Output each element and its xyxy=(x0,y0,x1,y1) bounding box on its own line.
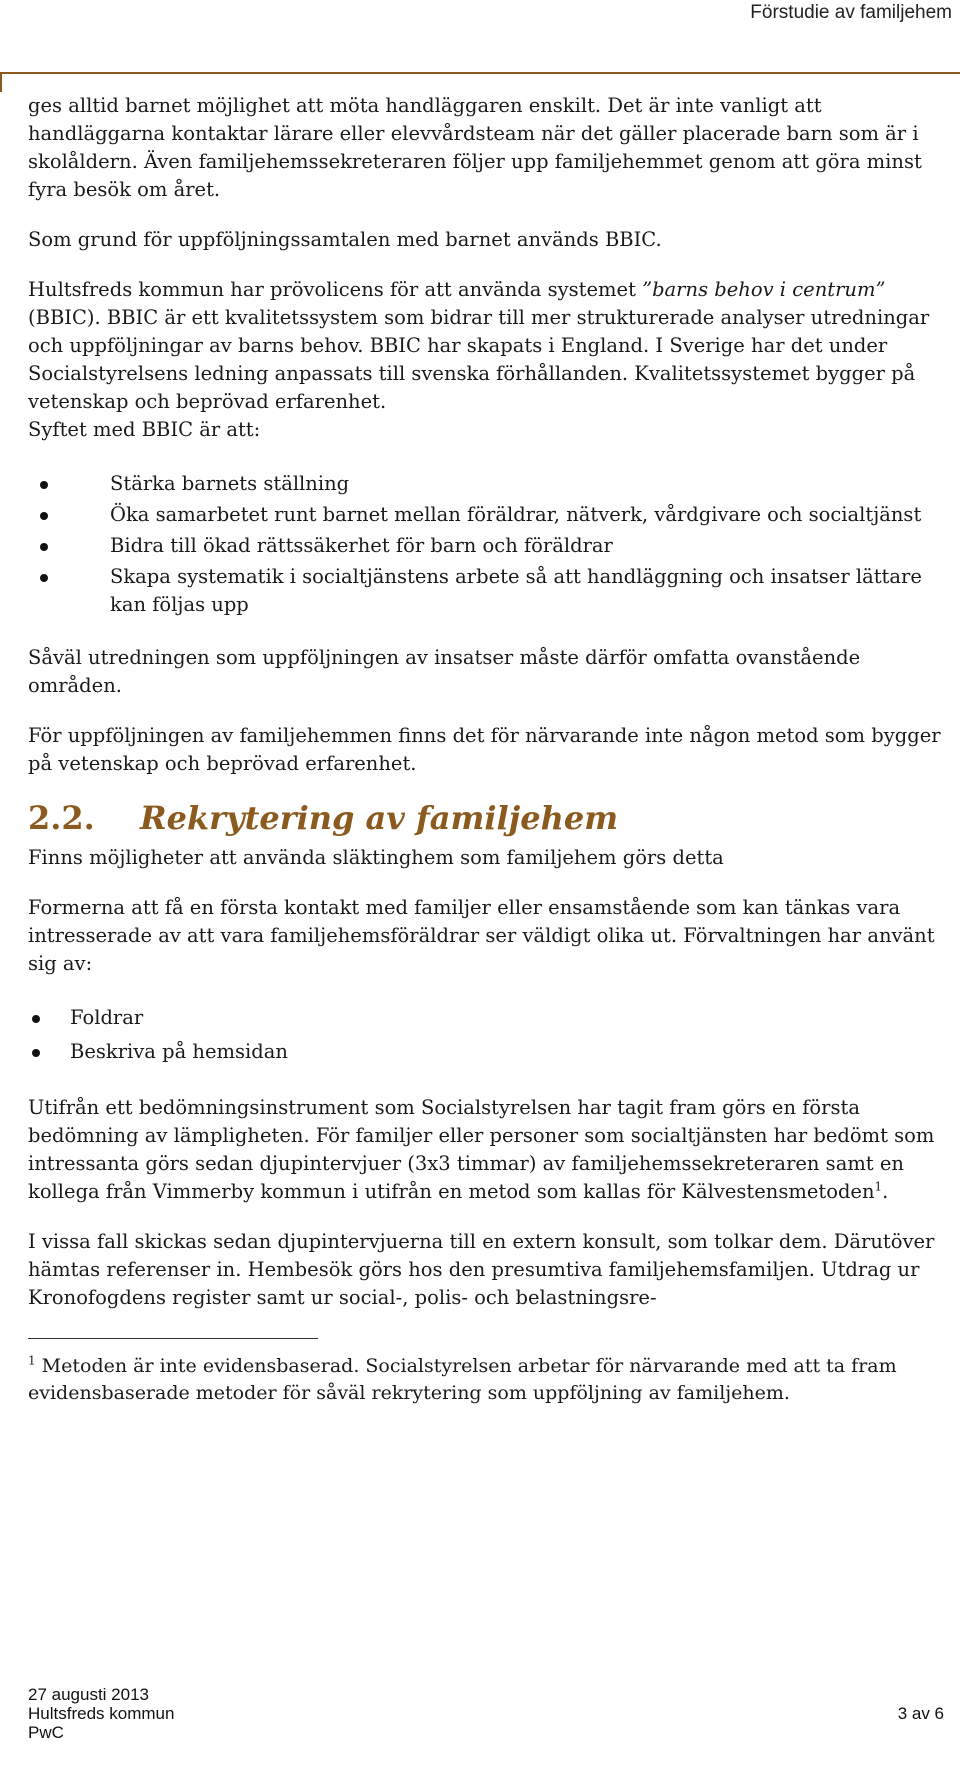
assessment-text: Utifrån ett bedömningsinstrument som Socialstyrelsen har tagit fram görs en första bedömning av lämpligheten. För familjer eller personer som socialtjänsten har bedömt som intressanta görs sedan djupintervjuer (3x3 timmar) av familjehemssekreteraren samt en kollega från Vimmerby kommun i utifrån en metod som kallas för Kälvestensmetoden xyxy=(28,1096,935,1203)
bbic-intro-start: Hultsfreds kommun har prövolicens för att använda systemet xyxy=(28,278,643,301)
list-item: Skapa systematik i socialtjänstens arbete så att handläggning och insatser lättare kan följas upp xyxy=(28,563,948,619)
running-header-title: Förstudie av familjehem xyxy=(750,2,952,23)
paragraph-forms: Formerna att få en första kontakt med familjer eller ensamstående som kan tänkas vara intresserade av att vara familjehemsföräldrar ser väldigt olika ut. Förvaltningen har använt sig av: xyxy=(28,896,935,975)
list-item: Beskriva på hemsidan xyxy=(28,1038,948,1066)
footer-organization: Hultsfreds kommun xyxy=(28,1704,175,1723)
assessment-period: . xyxy=(882,1180,889,1203)
footnote-marker: 1 xyxy=(28,1353,36,1368)
footer-firm: PwC xyxy=(28,1723,64,1742)
paragraph-assessment xyxy=(28,1094,948,1206)
paragraph-purpose: Syftet med BBIC är att: xyxy=(28,418,261,441)
paragraph-no-method: För uppföljningen av familjehemmen finns det för närvarande inte någon metod som bygger på vetenskap och beprövad erfarenhet. xyxy=(28,724,941,775)
list-item: Foldrar xyxy=(28,1004,948,1032)
list-item: Öka samarbetet runt barnet mellan föräldrar, nätverk, vårdgivare och socialtjänst xyxy=(28,501,948,529)
page-content xyxy=(28,92,948,1407)
footer-date: 27 augusti 2013 xyxy=(28,1685,149,1704)
recruitment-methods-list xyxy=(28,1004,948,1066)
bbic-intro-end: (BBIC). BBIC är ett kvalitetssystem som bidrar till mer strukturerade analyser utredningar och uppföljningar av barns behov. BBIC har skapats i England. I Sverige har det under Socialstyrelsens ledning anpassats till svenska förhållanden. Kvalitetssystemet bygger på vetenskap och beprövad erfarenhet. xyxy=(28,306,930,413)
list-item: Bidra till ökad rättssäkerhet för barn och föräldrar xyxy=(28,532,948,560)
paragraph-scope: Såväl utredningen som uppföljningen av insatser måste därför omfatta ovanstående områden. xyxy=(28,646,861,697)
paragraph-bbic-intro xyxy=(28,276,948,416)
header-rule xyxy=(0,72,960,74)
paragraph-interviews: I vissa fall skickas sedan djupintervjuerna till en extern konsult, som tolkar dem. Därutöver hämtas referenser in. Hembesök görs hos den presumtiva familjehemsfamiljen. Utdrag ur Kronofogdens register samt ur social-, polis- och belastningsre- xyxy=(28,1230,935,1309)
footnote-separator xyxy=(28,1338,318,1339)
footnote-text: Metoden är inte evidensbaserad. Socialstyrelsen arbetar för närvarande med att ta fram evidensbaserade metoder för såväl rekrytering som uppföljning av familjehem. xyxy=(28,1355,897,1404)
footnote-reference[interactable]: 1 xyxy=(874,1179,883,1194)
list-item: Stärka barnets ställning xyxy=(28,470,948,498)
section-heading xyxy=(28,798,948,838)
section-number: 2.2. xyxy=(28,799,95,837)
page-footer xyxy=(28,1685,944,1742)
paragraph-continuation: ges alltid barnet möjlighet att möta handläggaren enskilt. Det är inte vanligt att handläggarna kontaktar lärare eller elevvårdsteam när det gäller placerade barn som är i skolåldern. Även familjehemssekreteraren följer upp familjehemmet genom att göra minst fyra besök om året. xyxy=(28,94,922,201)
section-title: Rekrytering av familjehem xyxy=(140,799,619,837)
footnote xyxy=(28,1353,948,1407)
bbic-intro-italic: ”barns behov i centrum” xyxy=(642,278,886,301)
header-corner-mark xyxy=(0,72,2,92)
paragraph-bbic-basis: Som grund för uppföljningssamtalen med barnet används BBIC. xyxy=(28,228,662,251)
bbic-goals-list xyxy=(28,470,948,619)
page-number: 3 av 6 xyxy=(897,1704,944,1723)
paragraph-kinship: Finns möjligheter att använda släktinghem som familjehem görs detta xyxy=(28,846,724,869)
